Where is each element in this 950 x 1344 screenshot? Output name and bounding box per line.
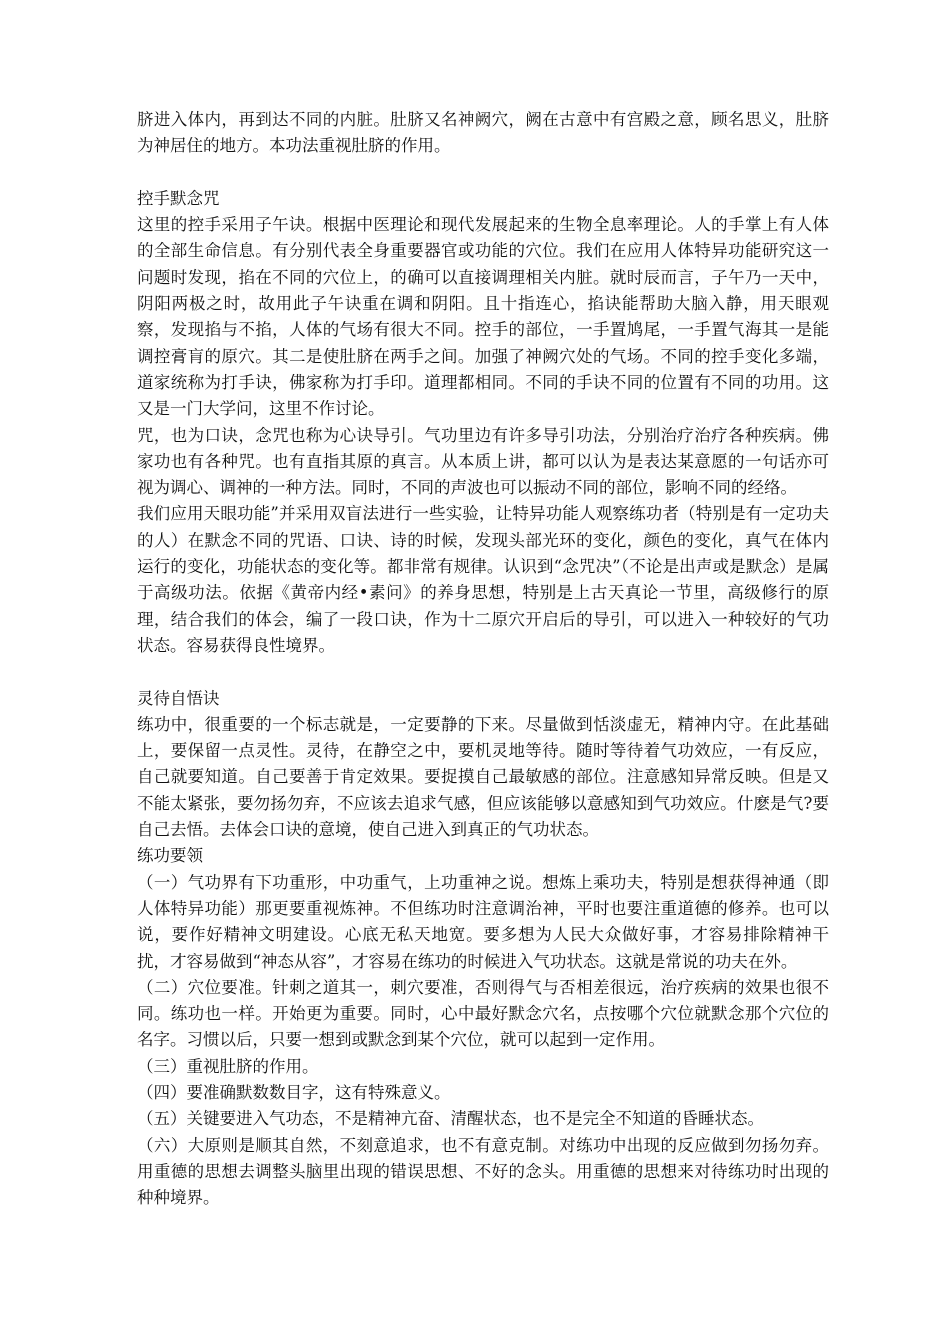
section-heading-spirit-wait: 灵待自悟诀 (137, 688, 220, 708)
essential-item: （二）穴位要准。针刺之道其一，刺穴要准，否则得气与否相差很远，治疗疾病的效果也很不同。练功也一样。开始更为重要。同时，心中最好默念穴名，点按哪个穴位就默念那个穴位的名字。习惯以后，只要一想到或默念到某个穴位，就可以起到一定作用。 (137, 977, 829, 1050)
essential-item: （四）要准确默数数目字，这有特殊意义。 (137, 1082, 451, 1102)
body-paragraph: 咒，也为口诀，念咒也称为心诀导引。气功里边有许多导引功法，分别治疗治疗各种疾病。佛家功也有各种咒。也有直指其原的真言。从本质上讲，都可以认为是表达某意愿的一句话亦可视为调心、调神的一种方法。同时，不同的声波也可以振动不同的部位，影响不同的经络。 (137, 425, 829, 498)
blank-line (137, 160, 829, 186)
blank-line (137, 659, 829, 685)
intro-paragraph: 脐进入体内，再到达不同的内脏。肚脐又名神阙穴，阙在古意中有宫殿之意，顾名思义，肚脐为神居住的地方。本功法重视肚脐的作用。 (137, 110, 829, 156)
essential-item: （一）气功界有下功重形，中功重气，上功重神之说。想炼上乘功夫，特别是想获得神通（即人体特异功能）那更要重视炼神。不但练功时注意调治神，平时也要注重道德的修养。也可以说，要作好精神文明建设。心底无私天地宽。要多想为人民大众做好事，才容易排除精神干扰，才容易做到“神态从容”，才容易在练功的时候进入气功状态。这就是常说的功夫在外。 (137, 872, 829, 971)
body-paragraph: 练功中，很重要的一个标志就是，一定要静的下来。尽量做到恬淡虚无，精神内守。在此基础上，要保留一点灵性。灵待，在静空之中，要机灵地等待。随时等待着气功效应，一有反应，自己就要知道。自己要善于肯定效果。要捉摸自己最敏感的部位。注意感知异常反映。但是又不能太紧张，要勿扬勿弃，不应该去追求气感，但应该能够以意感知到气功效应。什麽是气?要自己去悟。去体会口诀的意境，使自己进入到真正的气功状态。 (137, 714, 829, 840)
essential-item: （五）关键要进入气功态，不是精神亢奋、清醒状态，也不是完全不知道的昏睡状态。 (137, 1109, 764, 1129)
essential-item: （三）重视肚脐的作用。 (137, 1056, 319, 1076)
body-paragraph: 我们应用天眼功能”并采用双盲法进行一些实验，让特异功能人观察练功者（特别是有一定功夫的人）在默念不同的咒语、口诀、诗的时候，发现头部光环的变化，颜色的变化，真气在体内运行的变化，功能状态的变化等。都非常有规律。认识到“念咒决”（不论是出声或是默念）是属于高级功法。依据《黄帝内经•素问》的养身思想，特别是上古天真论一节里，高级修行的原理，结合我们的体会，编了一段口诀，作为十二原穴开启后的导引，可以进入一种较好的气功状态。容易获得良性境界。 (137, 504, 829, 655)
body-paragraph: 这里的控手采用子午诀。根据中医理论和现代发展起来的生物全息率理论。人的手掌上有人体的全部生命信息。有分别代表全身重要器官或功能的穴位。我们在应用人体特异功能研究这一问题时发现，掐在不同的穴位上，的确可以直接调理相关内脏。就时辰而言，子午乃一天中，阴阳两极之时，故用此子午诀重在调和阴阳。且十指连心，掐诀能帮助大脑入静，用天眼观察，发现掐与不掐，人体的气场有很大不同。控手的部位，一手置鸠尾，一手置气海其一是能调控膏肓的原穴。其二是使肚脐在两手之间。加强了神阙穴处的气场。不同的控手变化多端，道家统称为打手诀，佛家称为打手印。道理都相同。不同的手诀不同的位置有不同的功用。这又是一门大学问，这里不作讨论。 (137, 215, 829, 419)
section-heading-practice-essentials: 练功要领 (137, 846, 203, 866)
essential-item: （六）大原则是顺其自然，不刻意追求，也不有意克制。对练功中出现的反应做到勿扬勿弃。用重德的思想去调整头脑里出现的错误思想、不好的念头。用重德的思想来对待练功时出现的种种境界。 (137, 1135, 829, 1208)
document-page (137, 107, 829, 1211)
section-heading-control-hand: 控手默念咒 (137, 188, 220, 208)
